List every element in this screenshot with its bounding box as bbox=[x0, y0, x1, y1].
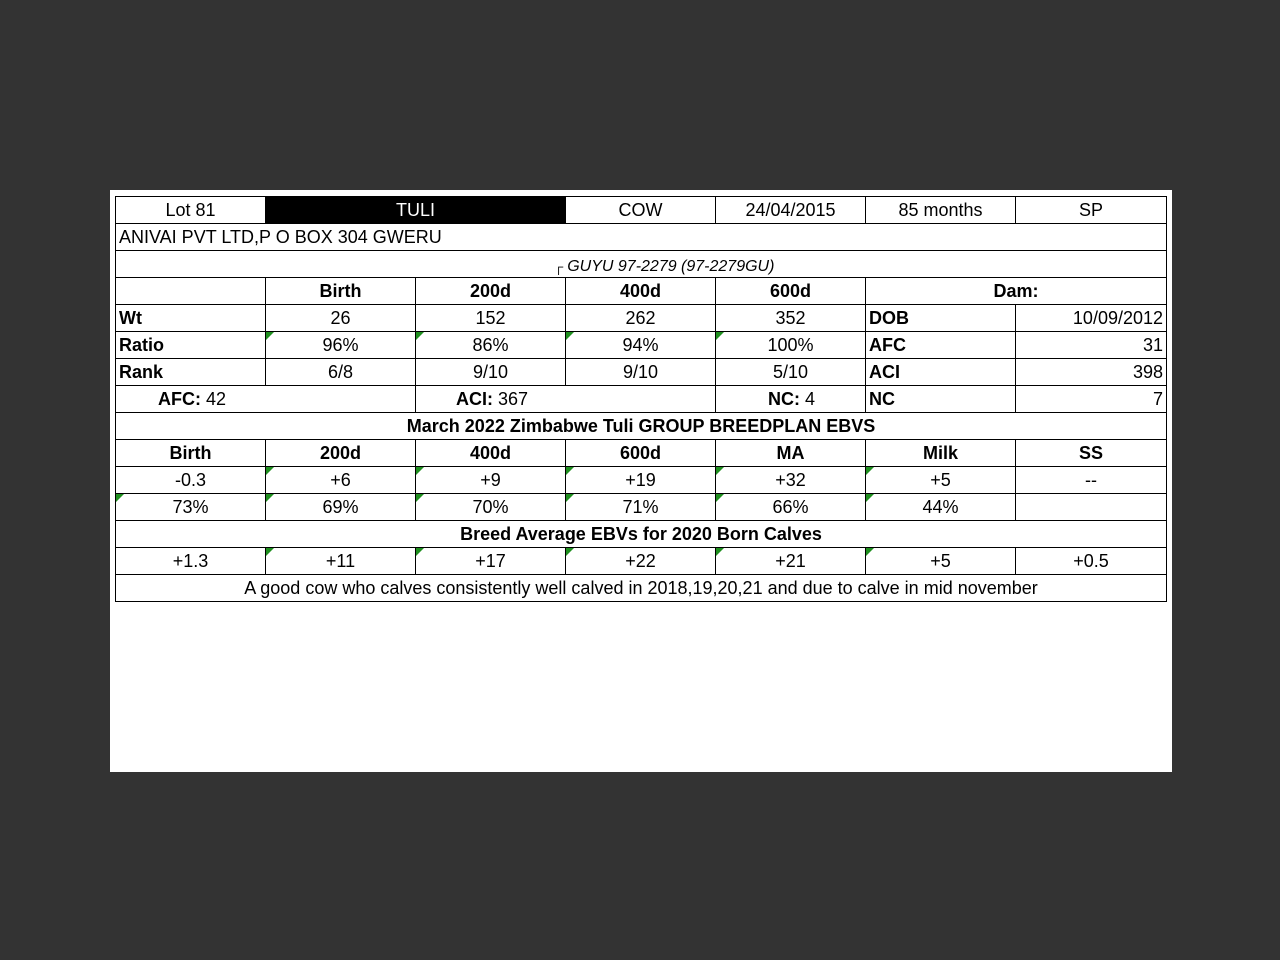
lot-table bbox=[115, 196, 1167, 602]
ebv-accuracy: 73% bbox=[116, 494, 266, 521]
header-row bbox=[116, 197, 1167, 224]
ebv-accuracy-row bbox=[116, 494, 1167, 521]
summary-row bbox=[116, 386, 1167, 413]
lot-sheet bbox=[110, 190, 1172, 772]
dam-key: DOB bbox=[866, 305, 1016, 332]
rank-cell: 6/8 bbox=[266, 359, 416, 386]
ebv-title-row bbox=[116, 413, 1167, 440]
perf-header: Birth bbox=[266, 278, 416, 305]
ebv-value: +19 bbox=[566, 467, 716, 494]
ebv-value-row bbox=[116, 467, 1167, 494]
row-label: Rank bbox=[116, 359, 266, 386]
breed-avg-row bbox=[116, 548, 1167, 575]
ebv-accuracy: 69% bbox=[266, 494, 416, 521]
ratio-cell: 94% bbox=[566, 332, 716, 359]
weight-cell: 26 bbox=[266, 305, 416, 332]
weight-row bbox=[116, 305, 1167, 332]
bracket-icon: ┌ bbox=[554, 259, 564, 274]
pedigree-row bbox=[116, 251, 1167, 278]
perf-header: 400d bbox=[566, 278, 716, 305]
sex: COW bbox=[566, 197, 716, 224]
ebv-header: Milk bbox=[866, 440, 1016, 467]
breed-avg-title-row bbox=[116, 521, 1167, 548]
ebv-value: -0.3 bbox=[116, 467, 266, 494]
dam-value: 10/09/2012 bbox=[1016, 305, 1167, 332]
breed-avg-value: +17 bbox=[416, 548, 566, 575]
dam-value: 31 bbox=[1016, 332, 1167, 359]
breed-avg-value: +0.5 bbox=[1016, 548, 1167, 575]
ebv-accuracy: 71% bbox=[566, 494, 716, 521]
status-code: SP bbox=[1016, 197, 1167, 224]
row-label: Wt bbox=[116, 305, 266, 332]
ratio-row bbox=[116, 332, 1167, 359]
rank-row bbox=[116, 359, 1167, 386]
ratio-cell: 86% bbox=[416, 332, 566, 359]
ebv-accuracy: 44% bbox=[866, 494, 1016, 521]
dam-header: Dam: bbox=[866, 278, 1167, 305]
weight-cell: 262 bbox=[566, 305, 716, 332]
ebv-header: MA bbox=[716, 440, 866, 467]
comment-row bbox=[116, 575, 1167, 602]
perf-header: 600d bbox=[716, 278, 866, 305]
owner-row bbox=[116, 224, 1167, 251]
ebv-value: +32 bbox=[716, 467, 866, 494]
ratio-cell: 100% bbox=[716, 332, 866, 359]
breed-avg-title: Breed Average EBVs for 2020 Born Calves bbox=[116, 521, 1167, 548]
ebv-value: -- bbox=[1016, 467, 1167, 494]
ebv-header-row bbox=[116, 440, 1167, 467]
dam-key: NC bbox=[866, 386, 1016, 413]
breed-name: TULI bbox=[266, 197, 566, 224]
sire-sire: ┌ GUYU 97-2279 (97-2279GU) bbox=[554, 258, 775, 275]
ebv-header: 400d bbox=[416, 440, 566, 467]
dam-value: 398 bbox=[1016, 359, 1167, 386]
rank-cell: 9/10 bbox=[416, 359, 566, 386]
ebv-header: 200d bbox=[266, 440, 416, 467]
ebv-accuracy: 70% bbox=[416, 494, 566, 521]
rank-cell: 9/10 bbox=[566, 359, 716, 386]
lot-number: Lot 81 bbox=[116, 197, 266, 224]
ebv-value: +6 bbox=[266, 467, 416, 494]
nc-cell: NC: 4 bbox=[716, 386, 866, 413]
breed-avg-value: +22 bbox=[566, 548, 716, 575]
age: 85 months bbox=[866, 197, 1016, 224]
dam-key: ACI bbox=[866, 359, 1016, 386]
breed-avg-value: +11 bbox=[266, 548, 416, 575]
ebv-header: Birth bbox=[116, 440, 266, 467]
afc-cell: AFC: 42 bbox=[116, 386, 416, 413]
weight-cell: 352 bbox=[716, 305, 866, 332]
performance-header-row bbox=[116, 278, 1167, 305]
row-label: Ratio bbox=[116, 332, 266, 359]
comment: A good cow who calves consistently well calved in 2018,19,20,21 and due to calve in mid november bbox=[116, 575, 1167, 602]
dam-key: AFC bbox=[866, 332, 1016, 359]
breed-avg-value: +1.3 bbox=[116, 548, 266, 575]
breed-avg-value: +21 bbox=[716, 548, 866, 575]
ebv-header: 600d bbox=[566, 440, 716, 467]
rank-cell: 5/10 bbox=[716, 359, 866, 386]
ebv-value: +5 bbox=[866, 467, 1016, 494]
breed-avg-value: +5 bbox=[866, 548, 1016, 575]
weight-cell: 152 bbox=[416, 305, 566, 332]
ratio-cell: 96% bbox=[266, 332, 416, 359]
perf-header: 200d bbox=[416, 278, 566, 305]
dam-value: 7 bbox=[1016, 386, 1167, 413]
ebv-value: +9 bbox=[416, 467, 566, 494]
ebv-header: SS bbox=[1016, 440, 1167, 467]
date-of-birth: 24/04/2015 bbox=[716, 197, 866, 224]
ebv-title: March 2022 Zimbabwe Tuli GROUP BREEDPLAN EBVS bbox=[116, 413, 1167, 440]
aci-cell: ACI: 367 bbox=[416, 386, 716, 413]
ebv-accuracy bbox=[1016, 494, 1167, 521]
pedigree-block bbox=[116, 251, 1167, 278]
owner-address: ANIVAI PVT LTD,P O BOX 304 GWERU bbox=[116, 224, 1167, 251]
ebv-accuracy: 66% bbox=[716, 494, 866, 521]
